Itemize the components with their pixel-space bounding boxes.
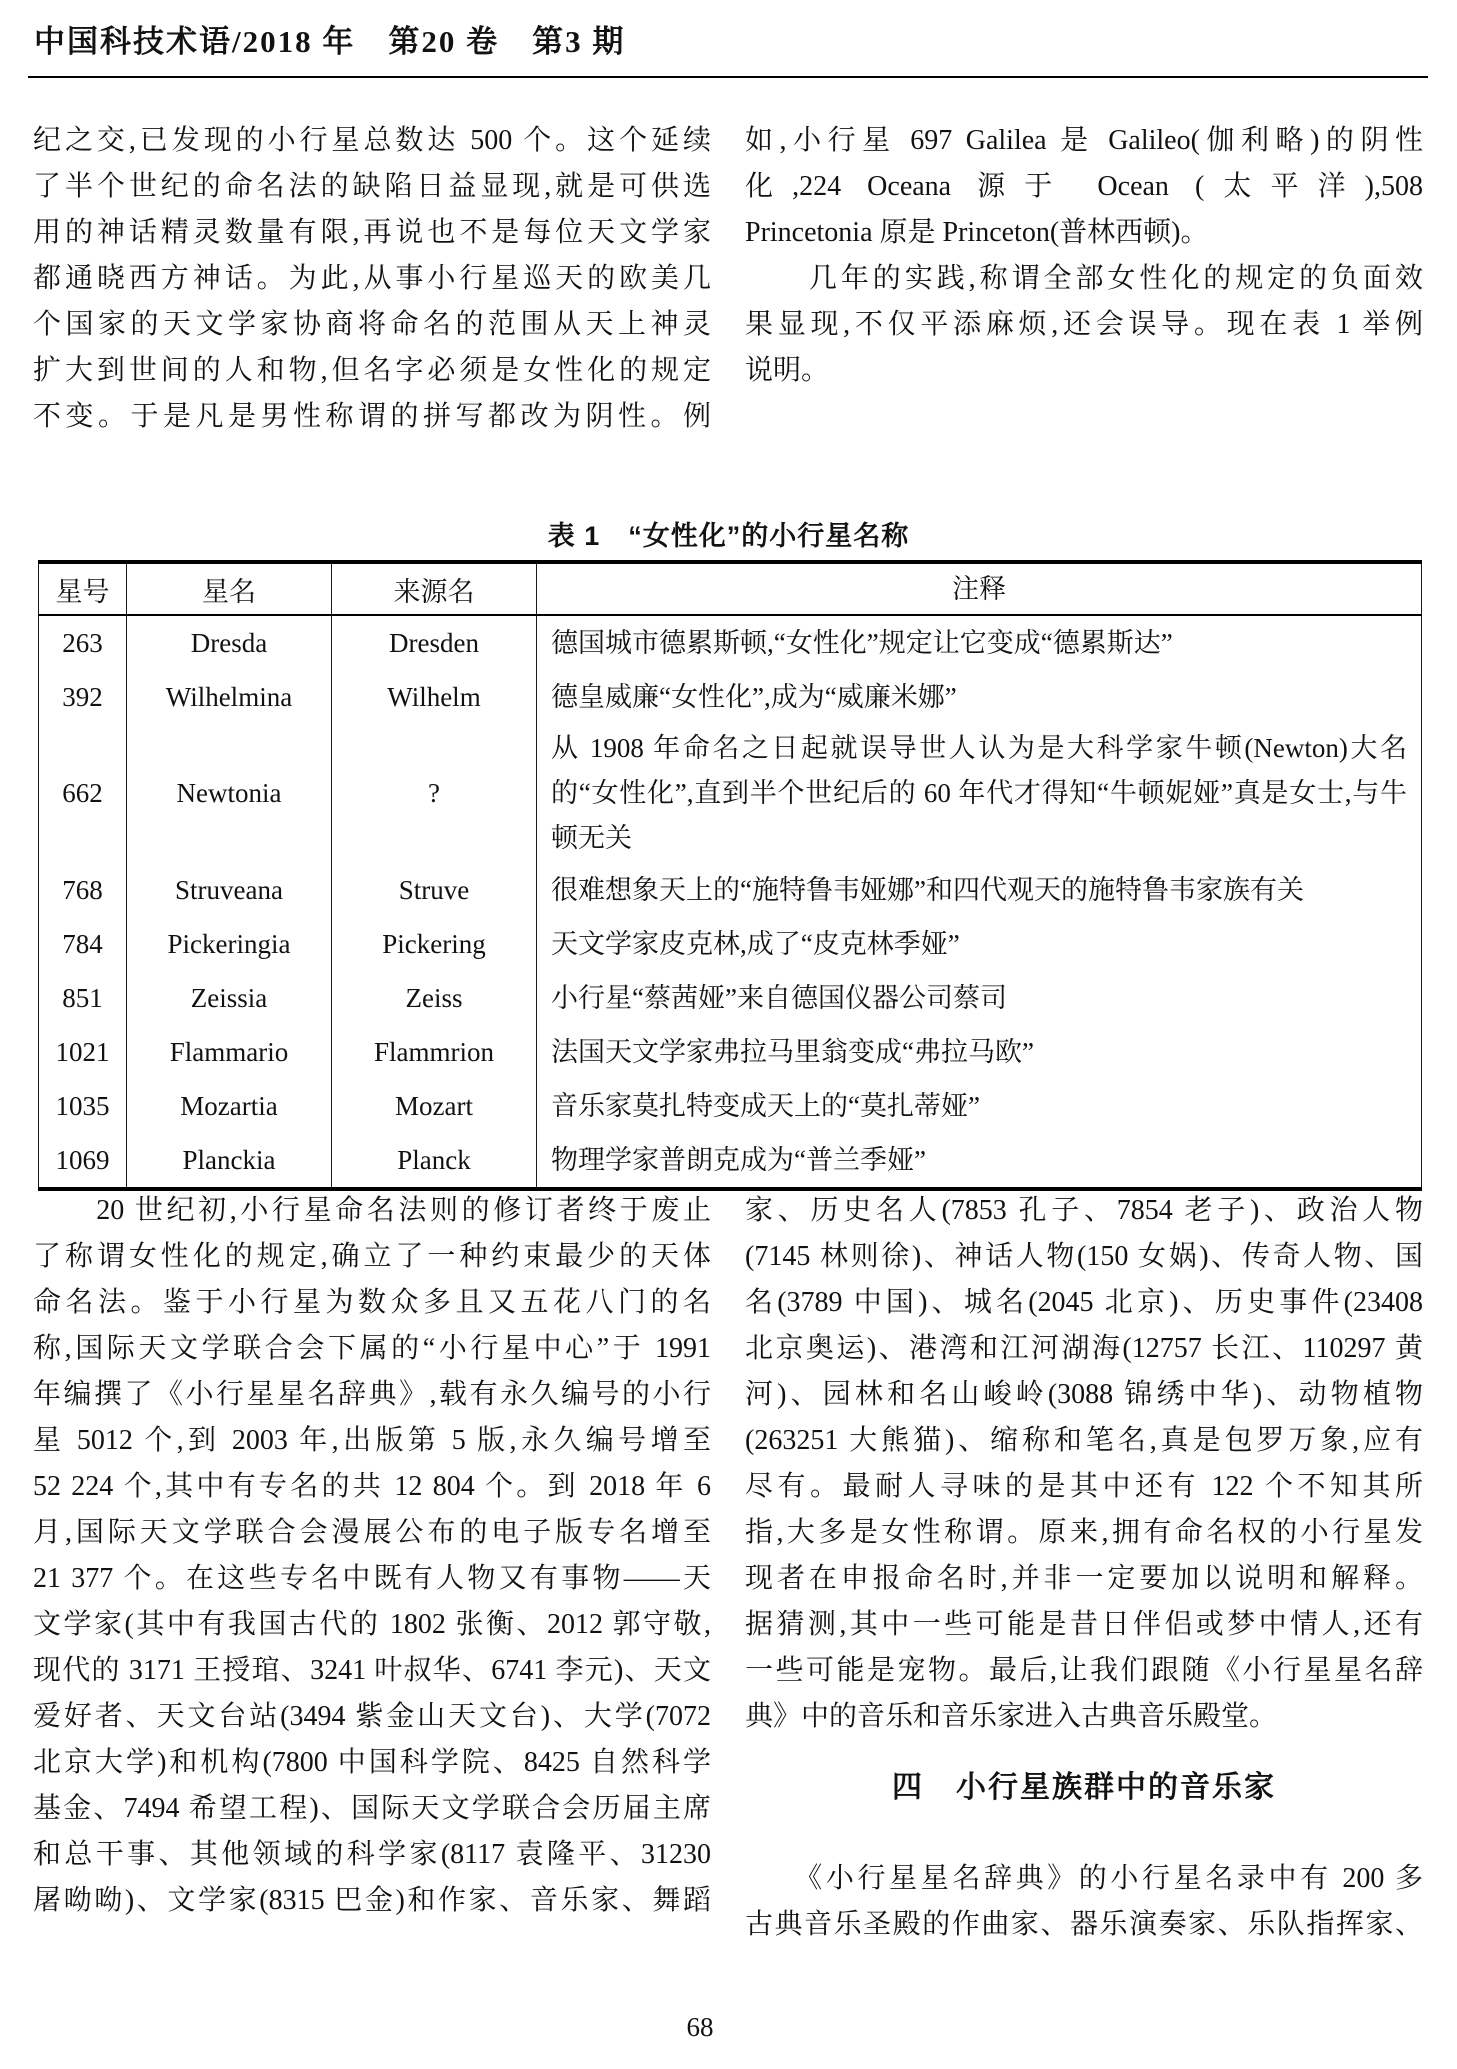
- table-row: [39, 1079, 1422, 1133]
- body-line: 河)、园林和名山峻岭(3088 锦绣中华)、动物植物: [745, 1379, 1423, 1410]
- table-row: [39, 670, 1422, 724]
- cell-name: Dresda: [127, 615, 332, 670]
- body-line: 和总干事、其他领域的科学家(8117 袁隆平、31230: [33, 1839, 711, 1870]
- body-line: (263251 大熊猫)、缩称和笔名,真是包罗万象,应有: [745, 1425, 1423, 1456]
- cell-name: Struveana: [127, 863, 332, 917]
- cell-number: 662: [62, 778, 103, 808]
- body-line: 如,小行星 697 Galilea 是 Galileo(伽利略)的阴性: [745, 125, 1423, 156]
- body-line: 古典音乐圣殿的作曲家、器乐演奏家、乐队指挥家、: [745, 1909, 1423, 1940]
- page-number: 68: [686, 2012, 714, 2042]
- body-line: 一些可能是宠物。最后,让我们跟随《小行星星名辞: [745, 1655, 1423, 1686]
- table-title: 表 1 “女性化”的小行星名称: [547, 521, 910, 551]
- body-line: 现者在申报命名时,并非一定要加以说明和解释。: [745, 1563, 1423, 1594]
- intro-left-column: [33, 118, 711, 440]
- table-row: [39, 724, 1422, 863]
- cell-name: Mozartia: [127, 1079, 332, 1133]
- table-row: [39, 1133, 1422, 1189]
- body-line: 用的神话精灵数量有限,再说也不是每位天文学家: [33, 217, 711, 248]
- column-header-number: 星号: [39, 562, 127, 615]
- body-line: 纪之交,已发现的小行星总数达 500 个。这个延续: [33, 125, 711, 156]
- intro-right-column: [745, 118, 1423, 394]
- cell-source: Planck: [332, 1133, 537, 1189]
- asteroid-table: [38, 560, 1422, 1191]
- body-line: 个国家的天文学家协商将命名的范围从天上神灵: [33, 309, 711, 340]
- cell-source: Struve: [332, 863, 537, 917]
- cell-note: 小行星“蔡茜娅”来自德国仪器公司蔡司: [537, 971, 1422, 1025]
- cell-source: Pickering: [332, 917, 537, 971]
- body-line: 都通晓西方神话。为此,从事小行星巡天的欧美几: [33, 263, 711, 294]
- body-line: 命名法。鉴于小行星为数众多且又五花八门的名: [33, 1287, 711, 1318]
- table-row: [39, 1025, 1422, 1079]
- column-header-name: 星名: [127, 562, 332, 615]
- cell-source: Flammrion: [332, 1025, 537, 1079]
- cell-name: Flammario: [127, 1025, 332, 1079]
- body-line: 化,224 Oceana 源于 Ocean (太平洋),508: [745, 171, 1423, 202]
- cell-note: 从 1908 年命名之日起就误导世人认为是大科学家牛顿(Newton)大名的“女性化”,直到半个世纪后的 60 年代才得知“牛顿妮娅”真是女士,与牛顿无关: [537, 724, 1422, 863]
- body-line: 果显现,不仅平添麻烦,还会误导。现在表 1 举例: [745, 309, 1423, 340]
- cell-number: 784: [62, 928, 103, 959]
- body-line: 指,大多是女性称谓。原来,拥有命名权的小行星发: [745, 1517, 1423, 1548]
- body-line: 52 224 个,其中有专名的共 12 804 个。到 2018 年 6: [33, 1471, 711, 1502]
- column-header-source: 来源名: [332, 562, 537, 615]
- cell-note: 天文学家皮克林,成了“皮克林季娅”: [537, 917, 1422, 971]
- closing-paragraph: [745, 1856, 1423, 1948]
- body-line: 基金、7494 希望工程)、国际天文学联合会历届主席: [33, 1793, 711, 1824]
- cell-note: 法国天文学家弗拉马里翁变成“弗拉马欧”: [537, 1025, 1422, 1079]
- body-line: 了称谓女性化的规定,确立了一种约束最少的天体: [33, 1241, 711, 1272]
- cell-name: Wilhelmina: [127, 670, 332, 724]
- cell-number: 392: [62, 681, 103, 712]
- cell-name: Pickeringia: [127, 917, 332, 971]
- body-left-column: [33, 1188, 711, 1924]
- table-row: [39, 917, 1422, 971]
- body-line: 据猜测,其中一些可能是昔日伴侣或梦中情人,还有: [745, 1609, 1423, 1640]
- body-line: 屠呦呦)、文学家(8315 巴金)和作家、音乐家、舞蹈: [33, 1885, 711, 1916]
- body-line: Princetonia 原是 Princeton(普林西顿)。: [745, 217, 1209, 248]
- body-line: 年编撰了《小行星星名辞典》,载有永久编号的小行: [33, 1379, 711, 1410]
- body-right-column: [745, 1188, 1423, 1740]
- cell-number: 851: [62, 982, 103, 1013]
- cell-number: 1021: [55, 1036, 110, 1067]
- table-row: [39, 971, 1422, 1025]
- body-line: (7145 林则徐)、神话人物(150 女娲)、传奇人物、国: [745, 1241, 1423, 1272]
- section-heading: 四 小行星族群中的音乐家: [892, 1771, 1276, 1804]
- body-line: 20 世纪初,小行星命名法则的修订者终于废止: [33, 1195, 711, 1226]
- journal-header: 中国科技术语/2018 年 第20 卷 第3 期: [34, 24, 626, 59]
- body-line: 不变。于是凡是男性称谓的拼写都改为阴性。例: [33, 401, 711, 432]
- body-line: 说明。: [745, 355, 830, 386]
- body-line: 典》中的音乐和音乐家进入古典音乐殿堂。: [745, 1701, 1278, 1732]
- table-header-row: [39, 562, 1422, 615]
- body-line: 家、历史名人(7853 孔子、7854 老子)、政治人物: [745, 1195, 1423, 1226]
- table-row: [39, 615, 1422, 670]
- body-line: 扩大到世间的人和物,但名字必须是女性化的规定: [33, 355, 711, 386]
- body-line: 《小行星星名辞典》的小行星名录中有 200 多: [745, 1863, 1423, 1894]
- body-line: 几年的实践,称谓全部女性化的规定的负面效: [745, 263, 1423, 294]
- body-line: 名(3789 中国)、城名(2045 北京)、历史事件(23408: [745, 1287, 1423, 1318]
- body-line: 北京奥运)、港湾和江河湖海(12757 长江、110297 黄: [745, 1333, 1423, 1364]
- cell-number: 263: [62, 627, 103, 658]
- body-line: 尽有。最耐人寻味的是其中还有 122 个不知其所: [745, 1471, 1423, 1502]
- cell-number: 1069: [55, 1144, 110, 1175]
- cell-note: 音乐家莫扎特变成天上的“莫扎蒂娅”: [537, 1079, 1422, 1133]
- cell-note: 很难想象天上的“施特鲁韦娅娜”和四代观天的施特鲁韦家族有关: [537, 863, 1422, 917]
- table-row: [39, 863, 1422, 917]
- body-line: 北京大学)和机构(7800 中国科学院、8425 自然科学: [33, 1747, 711, 1778]
- cell-name: Zeissia: [127, 971, 332, 1025]
- cell-source: Zeiss: [332, 971, 537, 1025]
- body-line: 现代的 3171 王授琯、3241 叶叔华、6741 李元)、天文: [33, 1655, 711, 1686]
- cell-source: Mozart: [332, 1079, 537, 1133]
- cell-note: 物理学家普朗克成为“普兰季娅”: [537, 1133, 1422, 1189]
- body-line: 称,国际天文学联合会下属的“小行星中心”于 1991: [33, 1333, 711, 1364]
- header-rule: [28, 76, 1428, 78]
- cell-number: 768: [62, 874, 103, 905]
- cell-source: Dresden: [332, 615, 537, 670]
- body-line: 爱好者、天文台站(3494 紫金山天文台)、大学(7072: [33, 1701, 711, 1732]
- column-header-note: 注释: [537, 562, 1422, 615]
- body-line: 星 5012 个,到 2003 年,出版第 5 版,永久编号增至: [33, 1425, 711, 1456]
- body-line: 月,国际天文学联合会漫展公布的电子版专名增至: [33, 1517, 711, 1548]
- body-line: 文学家(其中有我国古代的 1802 张衡、2012 郭守敬,: [33, 1609, 711, 1640]
- cell-source: Wilhelm: [332, 670, 537, 724]
- cell-source: ?: [332, 724, 537, 863]
- body-line: 21 377 个。在这些专名中既有人物又有事物——天: [33, 1563, 711, 1594]
- cell-name: Planckia: [127, 1133, 332, 1189]
- cell-number: 1035: [55, 1090, 110, 1121]
- cell-note: 德皇威廉“女性化”,成为“威廉米娜”: [537, 670, 1422, 724]
- cell-note: 德国城市德累斯顿,“女性化”规定让它变成“德累斯达”: [537, 615, 1422, 670]
- cell-name: Newtonia: [127, 724, 332, 863]
- body-line: 了半个世纪的命名法的缺陷日益显现,就是可供选: [33, 171, 711, 202]
